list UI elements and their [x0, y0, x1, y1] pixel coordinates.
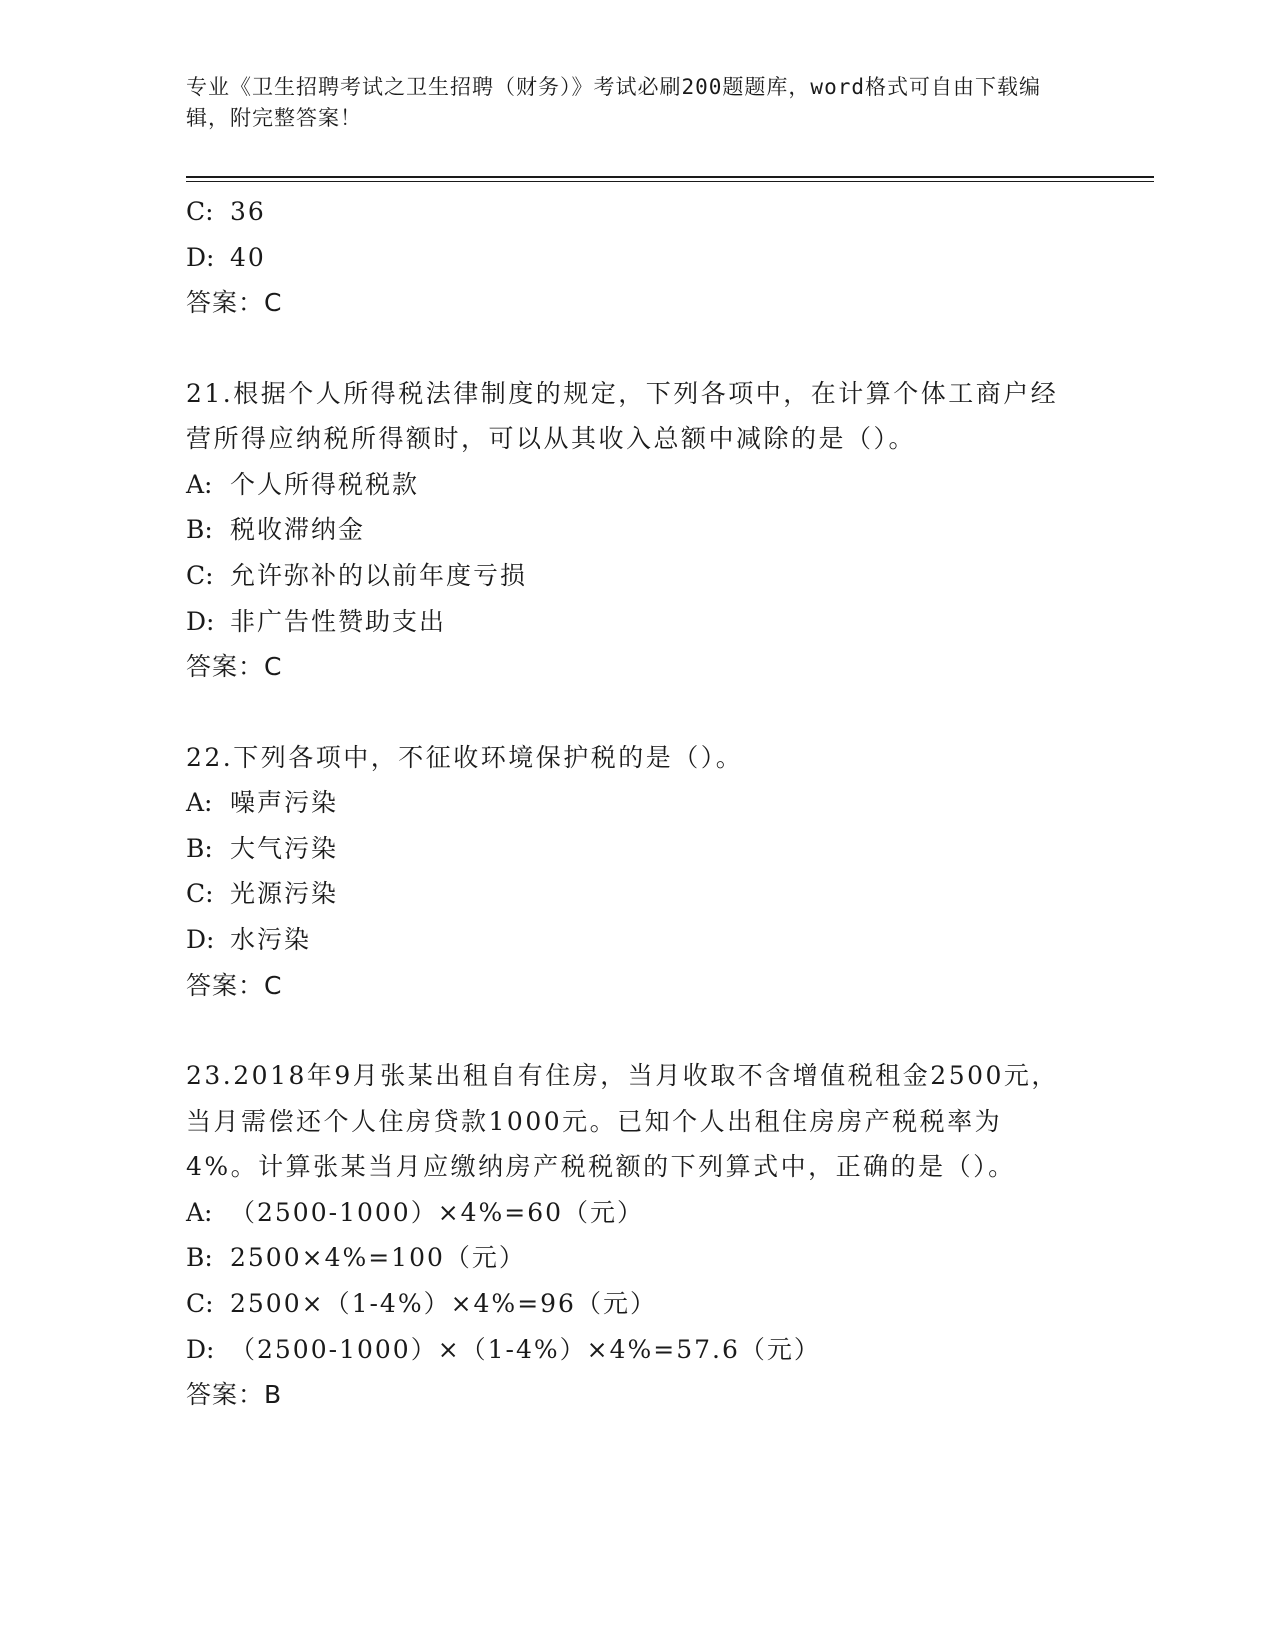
- option-d: [186, 599, 1086, 645]
- option-text: 个人所得税税款: [230, 469, 420, 499]
- option-c: [186, 189, 1086, 235]
- option-key: D:: [186, 1334, 215, 1364]
- option-text: 40: [230, 242, 266, 272]
- option-key: B:: [186, 515, 213, 545]
- prev-question: [186, 189, 1086, 326]
- option-text: 2500×（1-4%）×4%=96（元）: [230, 1288, 657, 1318]
- option-b: [186, 826, 1086, 872]
- option-key: B:: [186, 1243, 213, 1273]
- question-22: [186, 735, 1086, 1008]
- option-key: A:: [186, 469, 213, 499]
- option-b: [186, 1235, 1086, 1281]
- header-rule-thin: [186, 181, 1154, 182]
- option-b: [186, 507, 1086, 553]
- option-c: [186, 871, 1086, 917]
- option-d: [186, 1327, 1086, 1373]
- option-key: D:: [186, 606, 215, 636]
- option-key: D:: [186, 925, 215, 955]
- answer: 答案：C: [186, 652, 283, 682]
- option-d: [186, 235, 1086, 281]
- option-c: [186, 553, 1086, 599]
- answer: 答案：C: [186, 970, 283, 1000]
- page-header: 专业《卫生招聘考试之卫生招聘（财务）》考试必刷200题题库，word格式可自由下载编辑，附完整答案！: [186, 75, 1041, 130]
- option-text: 大气污染: [230, 833, 339, 863]
- question-21: [186, 371, 1086, 690]
- option-text: 允许弥补的以前年度亏损: [230, 560, 528, 590]
- option-text: 36: [230, 197, 266, 226]
- option-key: A:: [186, 788, 213, 818]
- option-text: 光源污染: [230, 879, 339, 909]
- option-key: C:: [186, 1288, 214, 1318]
- option-text: 2500×4%=100（元）: [230, 1243, 526, 1273]
- option-text: 噪声污染: [230, 788, 339, 818]
- option-key: A:: [186, 1197, 213, 1227]
- option-text: 水污染: [230, 925, 312, 955]
- option-d: [186, 917, 1086, 963]
- answer: 答案：B: [186, 1380, 283, 1410]
- header-rule-thick: [186, 176, 1154, 178]
- option-text: （2500-1000）×4%=60（元）: [230, 1197, 645, 1227]
- question-stem: 23.2018年9月张某出租自有住房，当月收取不含增值税租金2500元，当月需偿还个人住房贷款1000元。已知个人出租住房房产税税率为4%。计算张某当月应缴纳房产税税额的下列算式中，正确的是（）。: [186, 1061, 1059, 1182]
- answer: 答案：C: [186, 288, 283, 318]
- option-key: C:: [186, 879, 214, 909]
- option-key: D:: [186, 242, 215, 272]
- page-content: [186, 189, 1086, 1418]
- option-a: [186, 780, 1086, 826]
- option-text: （2500-1000）×（1-4%）×4%=57.6（元）: [230, 1334, 821, 1364]
- option-text: 非广告性赞助支出: [230, 606, 447, 636]
- option-key: C:: [186, 560, 214, 590]
- question-stem: 21.根据个人所得税法律制度的规定，下列各项中，在计算个体工商户经营所得应纳税所得额时，可以从其收入总额中减除的是（）。: [186, 378, 1059, 454]
- option-text: 税收滞纳金: [230, 515, 366, 545]
- option-a: [186, 1190, 1086, 1236]
- question-stem: 22.下列各项中，不征收环境保护税的是（）。: [186, 742, 744, 772]
- option-c: [186, 1281, 1086, 1327]
- option-key: C:: [186, 197, 214, 226]
- question-23: [186, 1053, 1086, 1417]
- option-key: B:: [186, 833, 213, 863]
- option-a: [186, 462, 1086, 508]
